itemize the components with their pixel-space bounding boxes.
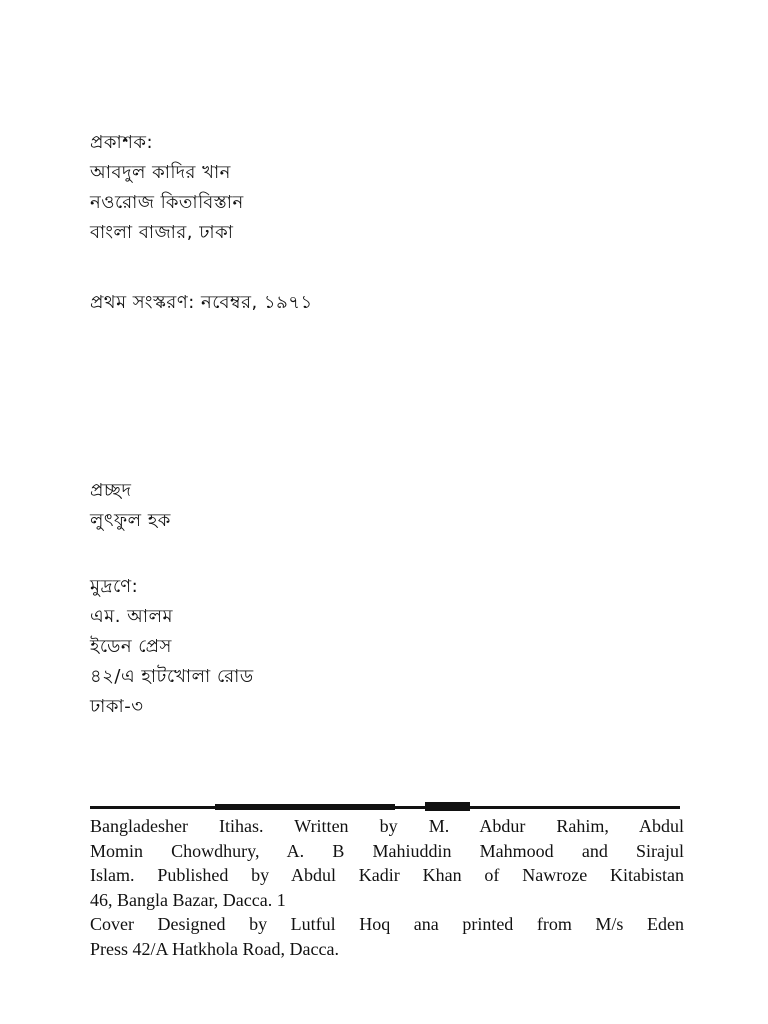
edition-line: প্রথম সংস্করণ: নবেম্বর, ১৯৭১ — [90, 292, 313, 313]
colophon-line: Press 42/A Hatkhola Road, Dacca. — [90, 938, 339, 959]
cover-designer: লুৎফুল হক — [90, 510, 171, 531]
printer-block — [90, 572, 254, 722]
publisher-label: প্রকাশক: — [90, 132, 154, 153]
publisher-name: আবদুল কাদির খান — [90, 162, 231, 183]
edition-block — [90, 288, 313, 318]
printer-press: ইডেন প্রেস — [90, 636, 172, 657]
publisher-company: নওরোজ কিতাবিস্তান — [90, 192, 244, 213]
divider-rule-ink-a — [215, 804, 395, 810]
publisher-address: বাংলা বাজার, ঢাকা — [90, 222, 234, 243]
printer-name: এম. আলম — [90, 606, 174, 627]
printer-label: মুদ্রণে: — [90, 576, 139, 597]
printer-address: ৪২/এ হাটখোলা রোড — [90, 666, 254, 687]
english-colophon — [90, 814, 690, 961]
colophon-line: Bangladesher Itihas. Written by M. Abdur Rahim, Abdul — [90, 816, 684, 836]
divider-rule-ink-b — [425, 802, 470, 811]
cover-label: প্রচ্ছদ — [90, 480, 132, 501]
colophon-line: Cover Designed by Lutful Hoq ana printed from M/s Eden — [90, 914, 684, 934]
publisher-block — [90, 128, 244, 248]
colophon-line: 46, Bangla Bazar, Dacca. 1 — [90, 889, 286, 910]
printer-city: ঢাকা-৩ — [90, 696, 144, 717]
colophon-line: Momin Chowdhury, A. B Mahiuddin Mahmood and Sirajul — [90, 840, 684, 861]
colophon-line: Islam. Published by Abdul Kadir Khan of Nawroze Kitabistan — [90, 865, 684, 885]
cover-block — [90, 476, 171, 536]
